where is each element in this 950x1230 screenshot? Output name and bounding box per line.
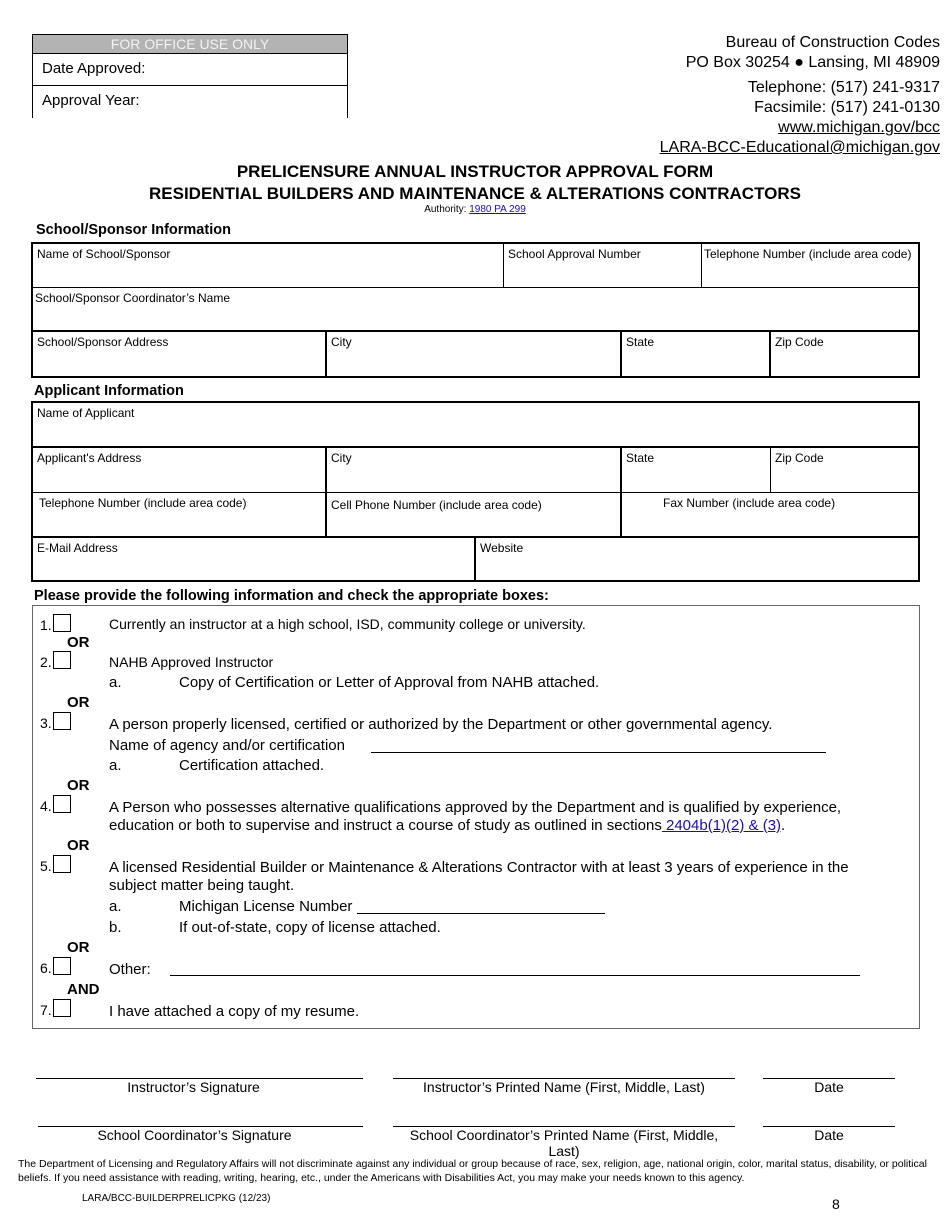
office-use-header: FOR OFFICE USE ONLY xyxy=(33,35,347,54)
bureau-fax: Facsimile: (517) 241-0130 xyxy=(754,99,940,116)
applicant-state-field[interactable] xyxy=(622,448,771,493)
school-info-grid xyxy=(31,242,920,378)
item-6-other-input[interactable] xyxy=(170,962,860,976)
school-state-field[interactable] xyxy=(622,332,771,376)
form-id: LARA/BCC-BUILDERPRELICPKG (12/23) xyxy=(82,1193,271,1204)
school-approval-number-field[interactable] xyxy=(504,244,702,288)
applicant-website-label: Website xyxy=(480,541,524,555)
applicant-city-label: City xyxy=(331,451,352,465)
school-zip-label: Zip Code xyxy=(775,335,824,349)
item-2-text: NAHB Approved Instructor xyxy=(109,654,274,670)
applicant-address-field[interactable] xyxy=(33,448,327,493)
applicant-email-label: E-Mail Address xyxy=(37,541,118,555)
item-2-number: 2. xyxy=(40,654,52,670)
form-title: PRELICENSURE ANNUAL INSTRUCTOR APPROVAL FORM xyxy=(236,162,714,181)
school-section-heading: School/Sponsor Information xyxy=(36,222,231,238)
item-1-marker xyxy=(40,614,71,635)
item-3-checkbox[interactable] xyxy=(53,712,71,730)
bureau-website-link[interactable]: www.michigan.gov/bcc xyxy=(778,119,940,136)
and-separator: AND xyxy=(67,981,100,998)
item-6-marker xyxy=(40,957,71,978)
applicant-telephone-label: Telephone Number (include area code) xyxy=(39,496,247,510)
approval-year-field[interactable]: Approval Year: xyxy=(42,92,140,109)
school-coordinator-field[interactable] xyxy=(33,288,918,332)
instructor-date-label: Date xyxy=(814,1079,844,1095)
item-1-text: Currently an instructor at a high school, ISD, community college or university. xyxy=(109,616,586,632)
instructor-name-label: Instructor’s Printed Name (First, Middle, Last) xyxy=(423,1079,705,1095)
school-zip-field[interactable] xyxy=(771,332,918,376)
item-5a-label: a. xyxy=(109,898,122,915)
school-approval-number-label: School Approval Number xyxy=(508,247,641,261)
school-coordinator-label: School/Sponsor Coordinator’s Name xyxy=(35,291,230,305)
item-4-marker xyxy=(40,795,71,816)
item-5a-text: Michigan License Number xyxy=(179,898,353,915)
applicant-telephone-field[interactable] xyxy=(33,493,327,538)
page-number: 8 xyxy=(832,1196,840,1212)
item-5b-label: b. xyxy=(109,919,122,936)
applicant-name-field[interactable] xyxy=(33,403,918,448)
school-state-label: State xyxy=(626,335,655,349)
item-5-marker xyxy=(40,855,71,876)
item-1-checkbox[interactable] xyxy=(53,614,71,632)
applicant-state-label: State xyxy=(626,451,655,465)
contact-block xyxy=(660,33,940,158)
item-5-number: 5. xyxy=(40,858,52,874)
or-separator: OR xyxy=(67,694,90,711)
applicant-zip-label: Zip Code xyxy=(775,451,824,465)
school-name-field[interactable] xyxy=(33,244,504,288)
office-use-box xyxy=(32,34,348,118)
item-5b-text: If out-of-state, copy of license attached. xyxy=(179,919,441,936)
bureau-telephone: Telephone: (517) 241-9317 xyxy=(747,79,940,96)
applicant-email-field[interactable] xyxy=(33,538,476,580)
applicant-info-grid xyxy=(31,401,920,582)
school-name-label: Name of School/Sponsor xyxy=(37,247,171,261)
item-4-checkbox[interactable] xyxy=(53,795,71,813)
bureau-address: PO Box 30254 ● Lansing, MI 48909 xyxy=(685,54,940,71)
or-separator: OR xyxy=(67,939,90,956)
school-telephone-field[interactable] xyxy=(702,244,918,288)
items-heading: Please provide the following information and check the appropriate boxes: xyxy=(34,588,549,604)
item-3-agency-label: Name of agency and/or certification xyxy=(109,737,345,754)
applicant-section-heading: Applicant Information xyxy=(34,383,184,399)
date-approved-field[interactable]: Date Approved: xyxy=(33,54,347,86)
school-city-field[interactable] xyxy=(327,332,622,376)
applicant-cell-label: Cell Phone Number (include area code) xyxy=(331,498,542,512)
item-3-number: 3. xyxy=(40,715,52,731)
or-separator: OR xyxy=(67,837,90,854)
applicant-cell-field[interactable] xyxy=(327,493,622,538)
authority-line xyxy=(0,204,950,215)
item-3a-label: a. xyxy=(109,757,122,774)
item-3-agency-input[interactable] xyxy=(371,739,826,753)
coordinator-name-label: School Coordinator’s Printed Name (First, Middle, Last) xyxy=(409,1127,719,1159)
school-address-label: School/Sponsor Address xyxy=(37,335,169,349)
item-3a-text: Certification attached. xyxy=(179,757,325,774)
item-2a-label: a. xyxy=(109,674,122,691)
coordinator-signature-label: School Coordinator’s Signature xyxy=(97,1127,292,1143)
qualifications-box xyxy=(32,605,920,1029)
item-4-text-line1: A Person who possesses alternative qualifications approved by the Department and is qualified by experience, xyxy=(109,799,842,816)
item-2-marker xyxy=(40,651,71,672)
applicant-address-label: Applicant's Address xyxy=(37,451,142,465)
school-city-label: City xyxy=(331,335,352,349)
item-6-text: Other: xyxy=(109,961,151,978)
instructor-signature-label: Instructor’s Signature xyxy=(127,1079,260,1095)
item-2-checkbox[interactable] xyxy=(53,651,71,669)
coordinator-date-label: Date xyxy=(814,1127,844,1143)
item-7-number: 7. xyxy=(40,1002,52,1018)
item-4-sections-link[interactable]: 2404b(1)(2) & (3) xyxy=(661,817,782,834)
form-subtitle: RESIDENTIAL BUILDERS AND MAINTENANCE & ALTERATIONS CONTRACTORS xyxy=(149,184,801,203)
item-5-text-line1: A licensed Residential Builder or Maintenance & Alterations Contractor with at least 3 years of experience in the xyxy=(109,859,849,876)
item-6-checkbox[interactable] xyxy=(53,957,71,975)
item-4-number: 4. xyxy=(40,798,52,814)
item-3-text: A person properly licensed, certified or authorized by the Department or other governmental agency. xyxy=(109,716,773,733)
item-2a-text: Copy of Certification or Letter of Approval from NAHB attached. xyxy=(179,674,600,691)
applicant-zip-field[interactable] xyxy=(771,448,918,493)
item-7-marker xyxy=(40,999,71,1020)
applicant-name-label: Name of Applicant xyxy=(37,406,135,420)
applicant-city-field[interactable] xyxy=(327,448,622,493)
authority-link[interactable]: 1980 PA 299 xyxy=(469,204,526,215)
item-6-number: 6. xyxy=(40,960,52,976)
item-7-text: I have attached a copy of my resume. xyxy=(109,1003,360,1020)
non-discrimination-notice: The Department of Licensing and Regulatory Affairs will not discriminate against any individual or group because of race, sex, religion, age, national origin, color, marital status, disability, or political beliefs. If you need assistance with reading, writing, hearing, etc., under the Americans with Disabilities Act, you may make your needs known to this agency. xyxy=(18,1158,927,1184)
item-4-text-line2 xyxy=(109,816,785,835)
item-5-checkbox[interactable] xyxy=(53,855,71,873)
authority-label: Authority: xyxy=(424,204,467,215)
item-4-text-line2-body: education or both to supervise and instruct a course of study as outlined in sections xyxy=(109,817,662,834)
applicant-website-field[interactable] xyxy=(476,538,918,580)
item-7-checkbox[interactable] xyxy=(53,999,71,1017)
school-address-field[interactable] xyxy=(33,332,327,376)
applicant-fax-label: Fax Number (include area code) xyxy=(663,496,836,510)
item-5a-license-input[interactable] xyxy=(357,900,605,914)
applicant-fax-field[interactable] xyxy=(622,493,918,538)
or-separator: OR xyxy=(67,634,90,651)
bureau-name: Bureau of Construction Codes xyxy=(725,34,940,51)
bureau-email-link[interactable]: LARA-BCC-Educational@michigan.gov xyxy=(659,139,940,156)
school-telephone-label: Telephone Number (include area code) xyxy=(704,247,912,261)
item-3-marker xyxy=(40,712,71,733)
item-5-text-line2: subject matter being taught. xyxy=(109,877,295,894)
item-4-period: . xyxy=(781,817,786,834)
or-separator: OR xyxy=(67,777,90,794)
item-1-number: 1. xyxy=(40,617,52,633)
